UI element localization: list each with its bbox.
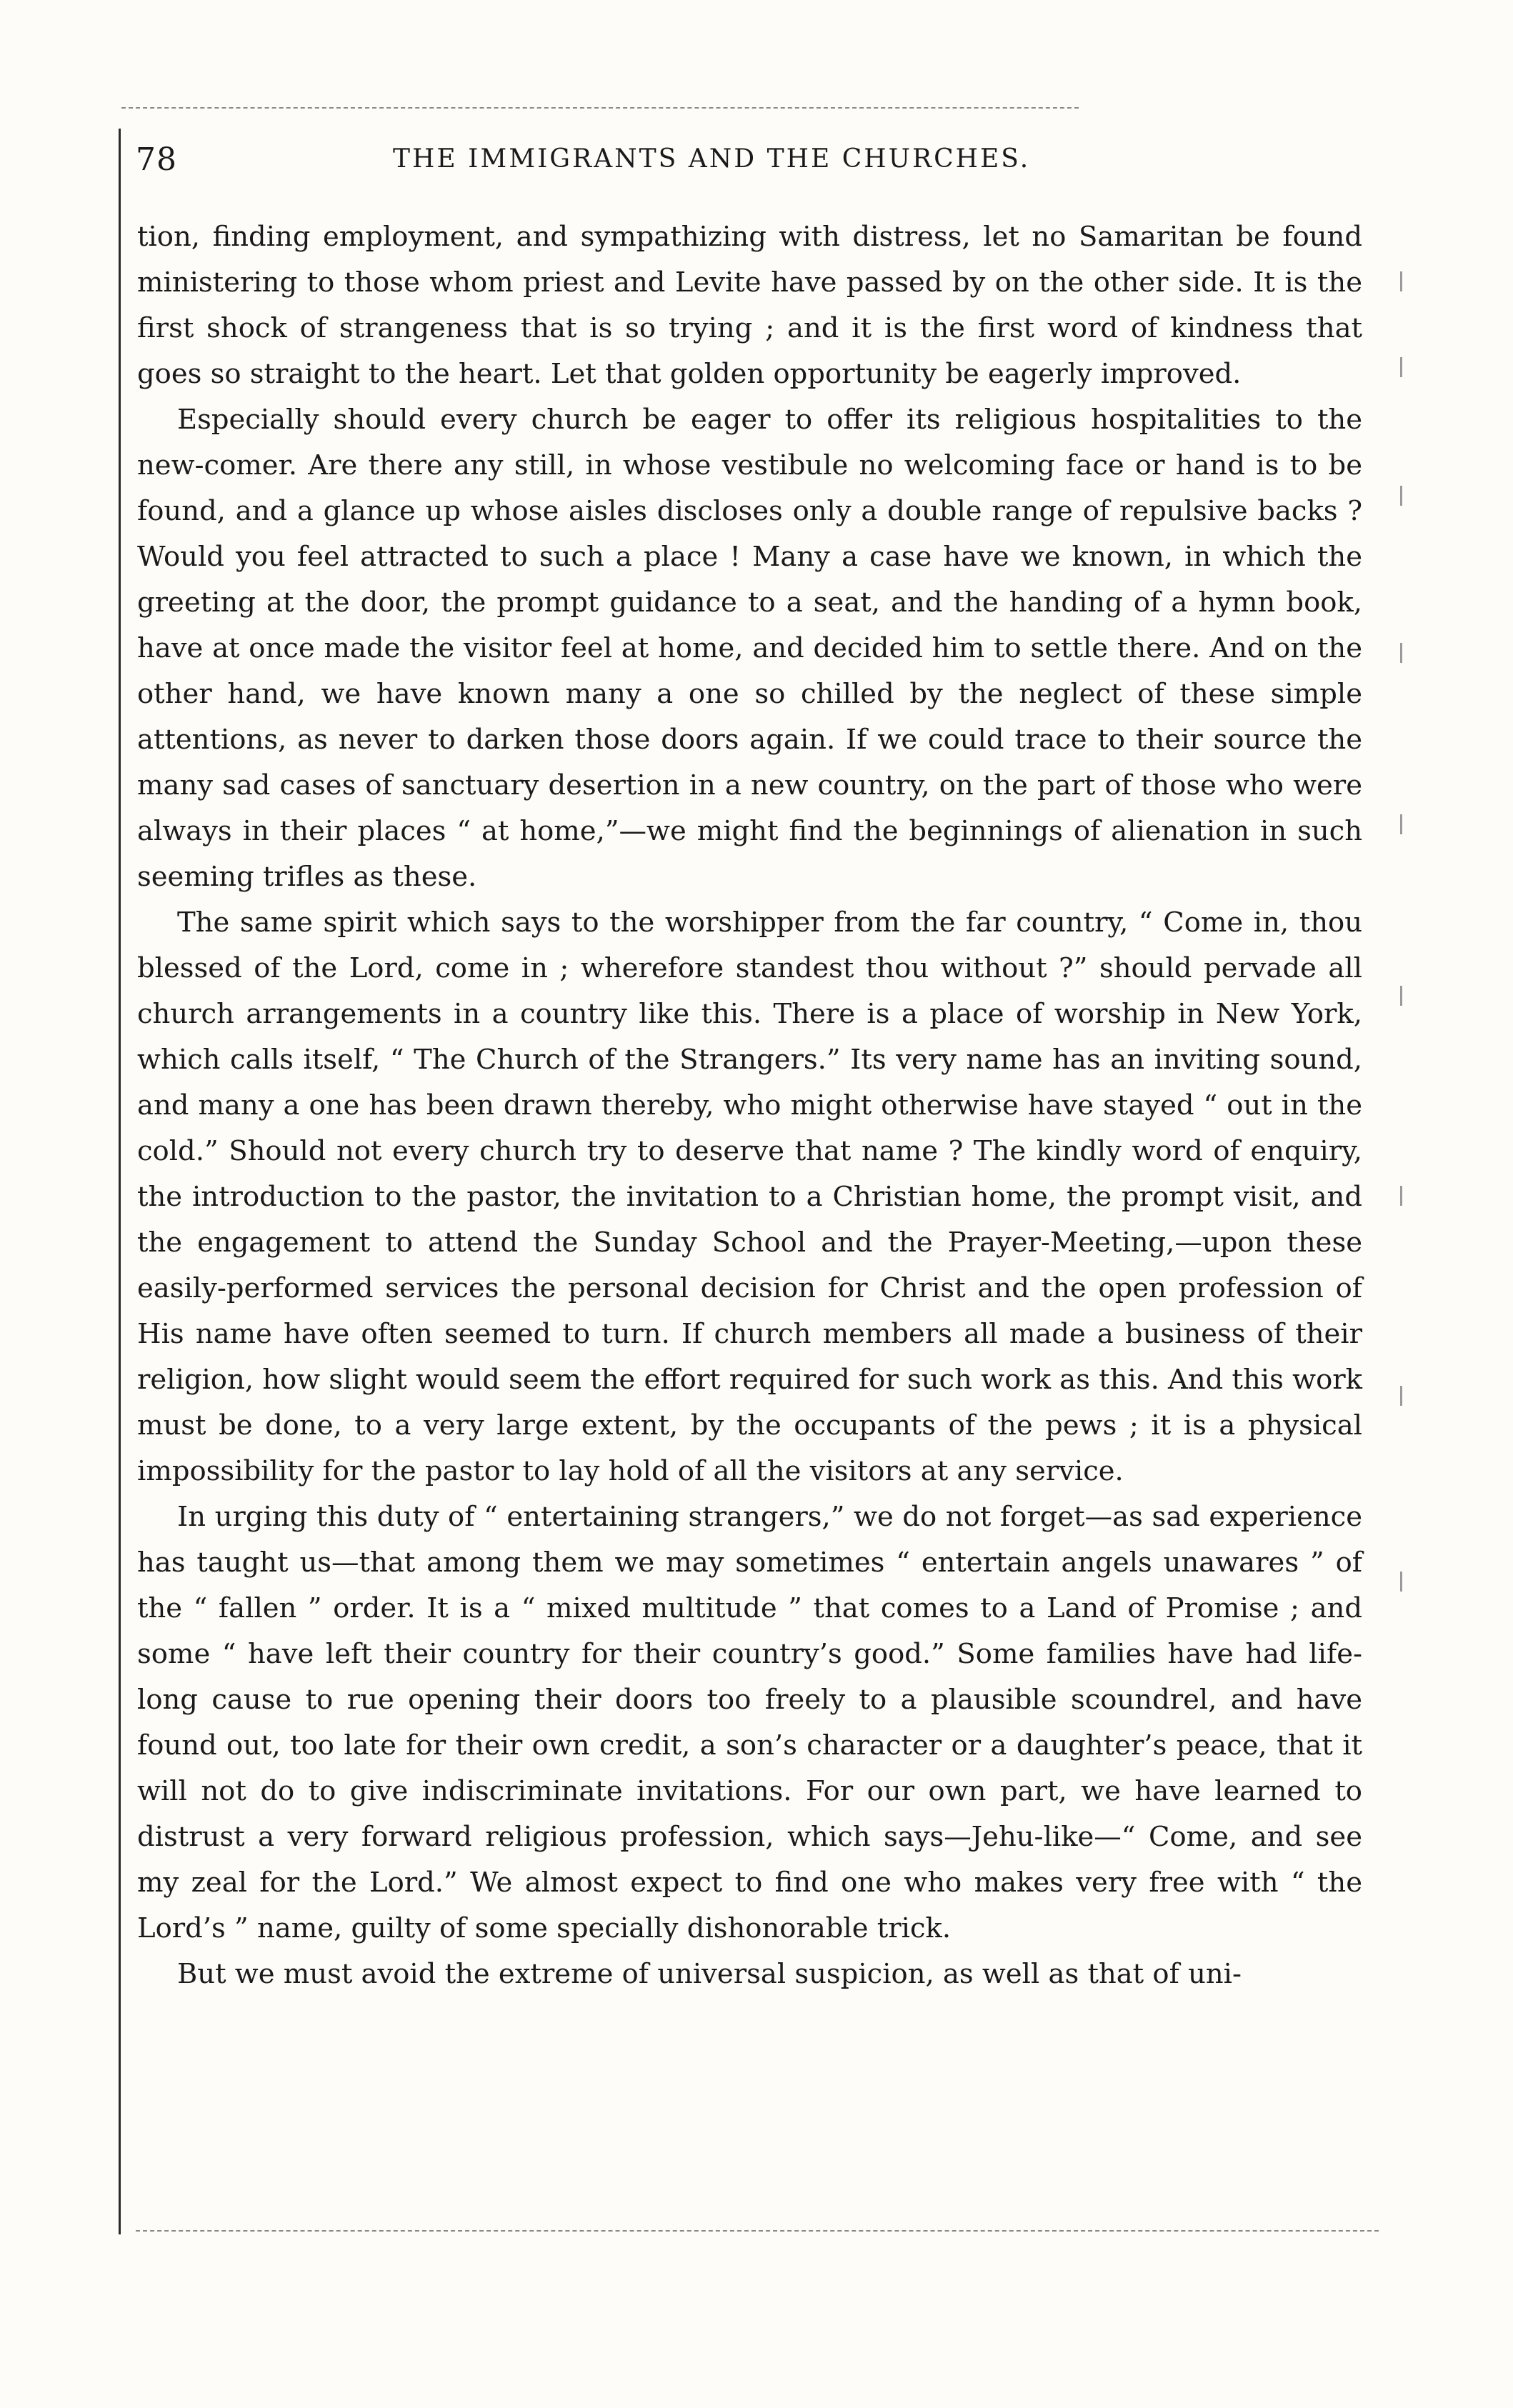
paragraph: Especially should every church be eager to offer its religious hospitalities to the new-comer. Are there any still, in whose vestibule no welcoming face or hand is to be found, and a glance up whose aisles discloses only a double range of repulsive backs ? Would you feel attracted to such a place ! Many a case have we known, in which the greeting at the door, the prompt guidance to a seat, and the handing of a hymn book, have at once made the visitor feel at home, and decided him to settle there. And on the other hand, we have known many a one so chilled by the neglect of these simple attentions, as never to darken those doors again. If we could trace to their source the many sad cases of sanctuary desertion in a new country, on the part of those who were always in their places “ at home,”—we might find the beginnings of alienation in such seeming trifles as these. [137,404,1362,893]
paragraph-continued: tion, finding employment, and sympathizing with distress, let no Samaritan be found ministering to those whom priest and Levite have passed by on the other side. It is the first shock of strangeness that is so trying ; and it is the first word of kindness that goes so straight to the heart. Let that golden opportunity be eagerly improved. [137,221,1362,390]
page-left-edge [119,129,121,2234]
bottom-rule [136,2230,1379,2232]
body-text [137,214,1362,1997]
page-header [136,141,1364,191]
paragraph: In urging this duty of “ entertaining strangers,” we do not forget—as sad experience has taught us—that among them we may sometimes “ entertain angels unawares ” of the “ fallen ” order. It is a “ mixed multitude ” that comes to a Land of Promise ; and some “ have left their country for their country’s good.” Some families have had life-long cause to rue opening their doors too freely to a plausible scoundrel, and have found out, too late for their own credit, a son’s character or a daughter’s peace, that it will not do to give indiscriminate invitations. For our own part, we have learned to distrust a very forward religious profession, which says—Jehu-like—“ Come, and see my zeal for the Lord.” We almost expect to find one who makes very free with “ the Lord’s ” name, guilty of some specially dishonorable trick. [137,1501,1362,1944]
margin-scan-marks [1400,271,1406,1700]
top-rule [121,107,1079,109]
paragraph: But we must avoid the extreme of universal suspicion, as well as that of uni- [177,1958,1242,1990]
running-title: THE IMMIGRANTS AND THE CHURCHES. [393,144,1031,174]
paragraph: The same spirit which says to the worshipper from the far country, “ Come in, thou blessed of the Lord, come in ; wherefore standest thou without ?” should pervade all church arrangements in a country like this. There is a place of worship in New York, which calls itself, “ The Church of the Strangers.” Its very name has an inviting sound, and many a one has been drawn thereby, who might otherwise have stayed “ out in the cold.” Should not every church try to deserve that name ? The kindly word of enquiry, the introduction to the pastor, the invitation to a Christian home, the prompt visit, and the engagement to attend the Sunday School and the Prayer-Meeting,—upon these easily-performed services the personal decision for Christ and the open profession of His name have often seemed to turn. If church members all made a business of their religion, how slight would seem the effort required for such work as this. And this work must be done, to a very large extent, by the occupants of the pews ; it is a physical impossibility for the pastor to lay hold of all the visitors at any service. [137,906,1362,1487]
page-number: 78 [136,141,177,178]
